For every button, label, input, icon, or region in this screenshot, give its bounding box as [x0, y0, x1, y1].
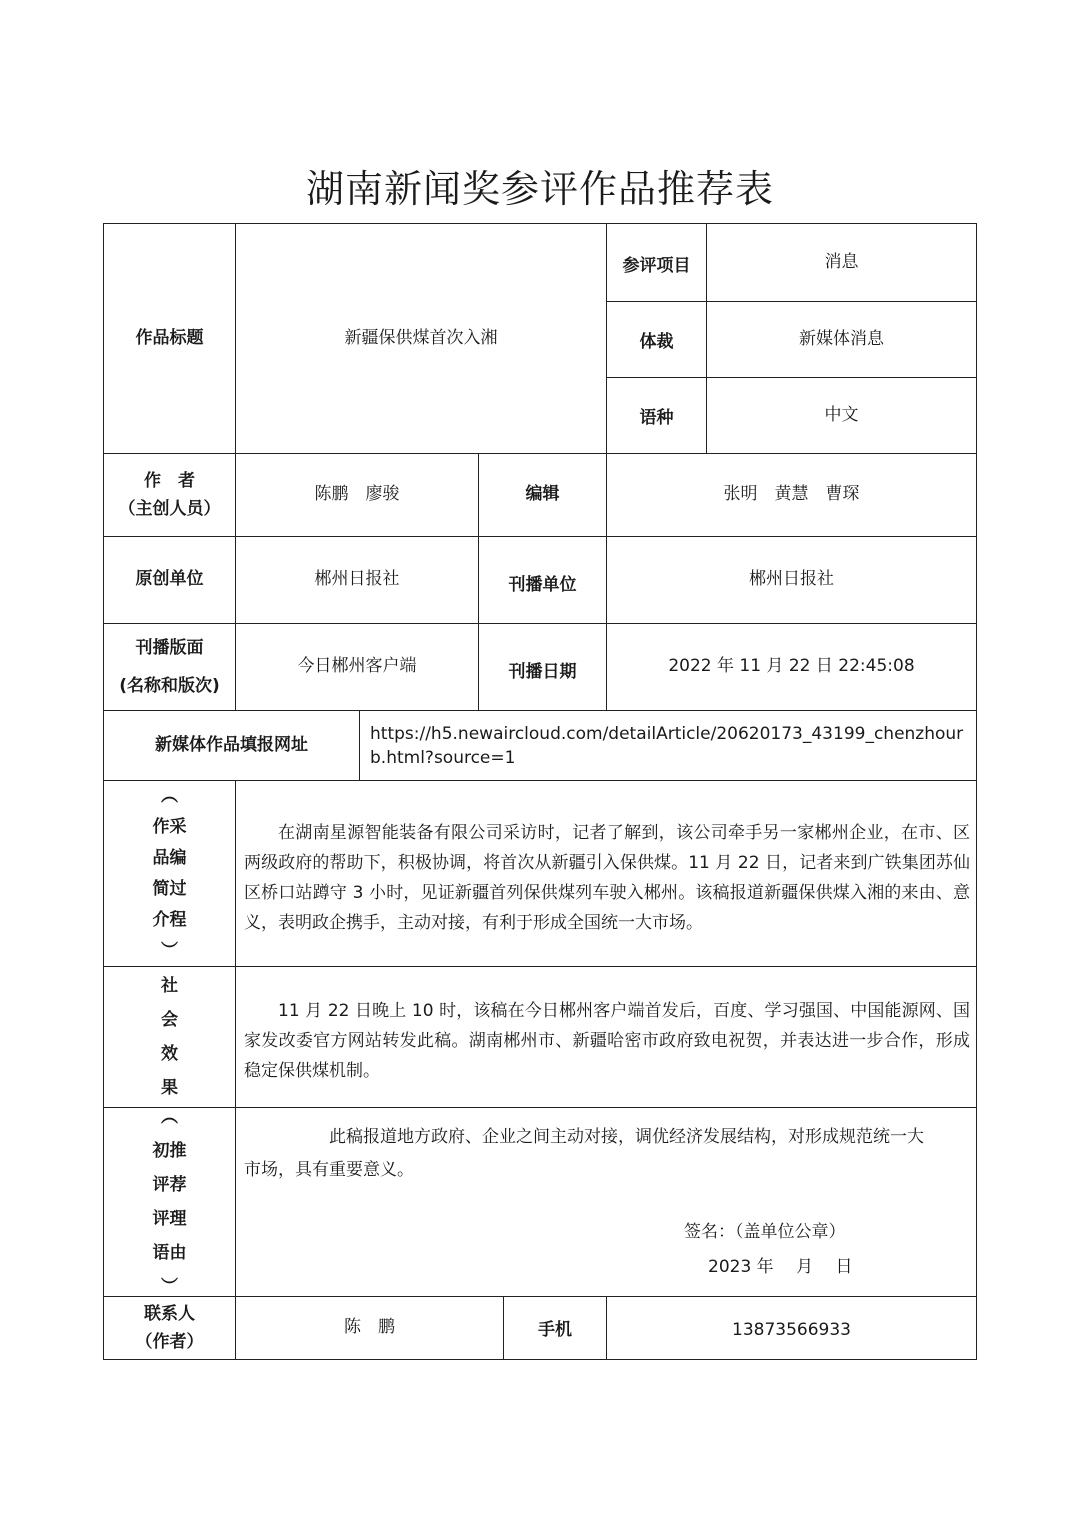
recommend-label — [104, 1108, 235, 1296]
process-label-char: 品编 — [152, 847, 187, 868]
language-value: 中文 — [824, 404, 859, 425]
author-value: 陈鹏 廖骏 — [314, 484, 400, 505]
recommend-label-char: 评荐 — [152, 1175, 187, 1195]
contact-label-line2: （作者） — [135, 1332, 204, 1352]
publish-unit-label: 刊播单位 — [508, 575, 577, 596]
publish-page-label-line1: 刊播版面 — [135, 638, 204, 658]
process-label-char: 作采 — [152, 816, 187, 837]
recommend-label-char: ︵ — [161, 1107, 178, 1127]
url-label: 新媒体作品填报网址 — [155, 734, 308, 755]
form-title: 湖南新闻奖参评作品推荐表 — [305, 167, 774, 211]
process-label-char: 简过 — [152, 878, 187, 899]
process-label-char: ︵ — [161, 785, 178, 806]
author-label — [104, 454, 235, 536]
recommend-label-char: 语由 — [152, 1243, 187, 1263]
language-label: 语种 — [639, 408, 674, 429]
effect-label-char: 社 — [161, 976, 178, 996]
contact-label-line1: 联系人 — [144, 1304, 195, 1324]
effect-label — [104, 967, 235, 1107]
genre-label: 体裁 — [639, 332, 674, 353]
genre-value: 新媒体消息 — [799, 328, 884, 349]
effect-label-char: 效 — [161, 1044, 178, 1064]
contact-label — [104, 1297, 235, 1359]
process-label-char: 介程 — [152, 909, 187, 930]
publish-date-label: 刊播日期 — [508, 662, 577, 683]
recommend-label-char: ︶ — [161, 1277, 178, 1297]
process-label — [104, 781, 235, 966]
publish-date-value: 2022 年 11 月 22 日 22:45:08 — [668, 656, 915, 677]
signature-date: 2023 年 月 日 — [708, 1257, 853, 1278]
publish-page-label-line2: (名称和版次) — [119, 676, 220, 696]
editor-label: 编辑 — [525, 484, 560, 505]
signature-line: 签名：（盖单位公章） — [684, 1222, 846, 1243]
recommend-label-char: 初推 — [152, 1141, 187, 1161]
work-title-value: 新疆保供煤首次入湘 — [344, 327, 498, 348]
phone-label: 手机 — [538, 1320, 572, 1341]
publish-page-label — [104, 624, 235, 710]
phone-value: 13873566933 — [732, 1320, 851, 1341]
original-unit-label: 原创单位 — [135, 569, 204, 590]
author-label-line2: （主创人员） — [118, 499, 221, 519]
effect-label-char: 果 — [161, 1078, 178, 1098]
recommend-text: 此稿报道地方政府、企业之间主动对接，调优经济发展结构，对形成规范统一大市场，具有重要意义。 — [244, 1127, 924, 1180]
category-label: 参评项目 — [622, 256, 691, 277]
category-value: 消息 — [824, 251, 859, 272]
original-unit-value: 郴州日报社 — [314, 569, 400, 590]
editor-value: 张明 黄慧 曹琛 — [723, 484, 860, 505]
publish-unit-value: 郴州日报社 — [749, 569, 834, 590]
effect-label-char: 会 — [161, 1010, 178, 1030]
work-title-label: 作品标题 — [135, 327, 204, 348]
url-value[interactable]: https://h5.newaircloud.com/detailArticle/20620173_43199_chenzhourb.html?source=1 — [370, 723, 964, 768]
publish-page-value: 今日郴州客户端 — [297, 656, 417, 677]
process-label-char: ︶ — [161, 940, 178, 961]
effect-text: 11 月 22 日晚上 10 时，该稿在今日郴州客户端首发后，百度、学习强国、中国能源网、国家发改委官方网站转发此稿。湖南郴州市、新疆哈密市政府致电祝贺，并表达进一步合作，形成稳定保供煤机制。 — [244, 1001, 970, 1081]
recommend-label-char: 评理 — [152, 1209, 187, 1229]
author-label-line1: 作 者 — [144, 471, 195, 491]
process-text: 在湖南星源智能装备有限公司采访时，记者了解到，该公司牵手另一家郴州企业，在市、区两级政府的帮助下，积极协调，将首次从新疆引入保供煤。11 月 22 日，记者来到广铁集团苏仙区桥口站蹲守 3 小时，见证新疆首列保供煤列车驶入郴州。该稿报道新疆保供煤入湘的来由、意义，表明政企携手，主动对接，有利于形成全国统一大市场。 — [244, 823, 970, 933]
contact-value: 陈 鹏 — [344, 1317, 395, 1338]
